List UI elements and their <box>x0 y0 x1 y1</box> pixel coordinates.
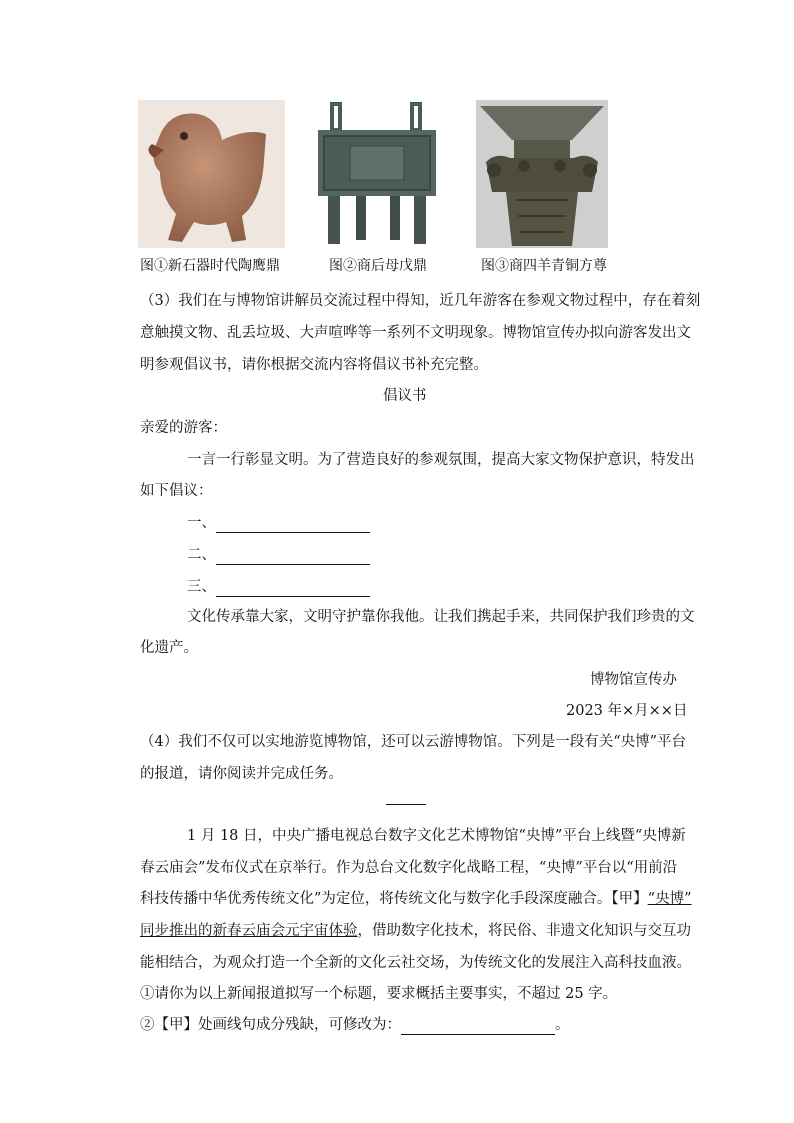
task-2-suffix: 。 <box>555 1017 570 1033</box>
news-line-2: 春云庙会”发布仪式在京举行。作为总台文化数字化战略工程，“央博”平台以“用前沿 <box>140 860 678 876</box>
q3-line-1: （3）我们在与博物馆讲解员交流过程中得知，近几年游客在参观文物过程中，存在着刻 <box>140 293 701 309</box>
underlined-sentence-part-2: 同步推出的新春云庙会元宇宙体验 <box>140 923 358 939</box>
letter-date: 2023 年×月××日 <box>566 703 688 719</box>
proposal-item-3-label: 三、 <box>187 579 216 595</box>
letter-title: 倡议书 <box>383 388 427 404</box>
letter-closing-line-1: 文化传承靠大家，文明守护靠你我他。让我们携起手来，共同保护我们珍贵的文 <box>187 609 695 625</box>
letter-body-line-1: 一言一行彰显文明。为了营造良好的参观氛围，提高大家文物保护意识，特发出 <box>187 452 695 468</box>
proposal-item-2 <box>187 545 370 565</box>
task-1: ①请你为以上新闻报道拟写一个标题，要求概括主要事实，不超过 25 字。 <box>140 986 618 1002</box>
marker-jia: 【甲】 <box>611 891 648 907</box>
news-line-5: 能相结合，为观众打造一个全新的文化云社交场，为传统文化的发展注入高科技血液。 <box>140 955 691 971</box>
proposal-item-1-blank[interactable] <box>216 516 370 533</box>
figure-2-image <box>310 100 444 248</box>
q3-line-2: 意触摸文物、乱丢垃圾、大声喧哗等一系列不文明现象。博物馆宣传办拟向游客发出文 <box>140 325 691 341</box>
figure-3-image <box>476 100 608 248</box>
proposal-item-2-label: 二、 <box>187 547 216 563</box>
task-2 <box>140 1015 570 1035</box>
news-line-3-text: 科技传播中华优秀传统文化”为定位，将传统文化与数字化手段深度融合。 <box>140 891 612 907</box>
bronze-four-ram-zun-icon <box>476 100 608 248</box>
proposal-item-1-label: 一、 <box>187 515 216 531</box>
pottery-eagle-tripod-icon <box>138 100 285 248</box>
letter-body-line-2: 如下倡议： <box>140 483 213 499</box>
news-line-4 <box>140 921 691 941</box>
news-line-4-rest: ，借助数字化技术，将民俗、非遗文化知识与交互功 <box>357 923 691 939</box>
q4-line-2: 的报道，请你阅读并完成任务。 <box>140 766 343 782</box>
proposal-item-2-blank[interactable] <box>216 548 370 565</box>
news-line-1: 1 月 18 日，中央广播电视总台数字文化艺术博物馆“央博”平台上线暨“央博新 <box>187 828 686 844</box>
letter-closing-line-2: 化遗产。 <box>140 640 198 656</box>
task-2-answer-blank[interactable] <box>401 1018 555 1035</box>
figure-1-image <box>138 100 285 248</box>
q3-line-3: 明参观倡议书，请你根据交流内容将倡议书补充完整。 <box>140 357 488 373</box>
letter-greeting: 亲爱的游客： <box>140 420 227 436</box>
letter-signature: 博物馆宣传办 <box>590 672 677 688</box>
bronze-square-ding-icon <box>310 100 444 248</box>
news-title-blank[interactable] <box>386 804 426 805</box>
figure-2-caption: 图②商后母戊鼎 <box>329 258 427 274</box>
figure-1-caption: 图①新石器时代陶鹰鼎 <box>140 258 280 274</box>
task-2-prefix: ②【甲】处画线句成分残缺，可修改为： <box>140 1017 401 1033</box>
q4-line-1: （4）我们不仅可以实地游览博物馆，还可以云游博物馆。下列是一段有关“央博”平台 <box>140 734 687 750</box>
proposal-item-3 <box>187 577 370 597</box>
proposal-item-3-blank[interactable] <box>216 580 370 597</box>
news-line-3 <box>140 889 692 909</box>
underlined-sentence-part-1: “央博” <box>647 891 692 907</box>
proposal-item-1 <box>187 513 370 533</box>
figure-3-caption: 图③商四羊青铜方尊 <box>481 258 607 274</box>
